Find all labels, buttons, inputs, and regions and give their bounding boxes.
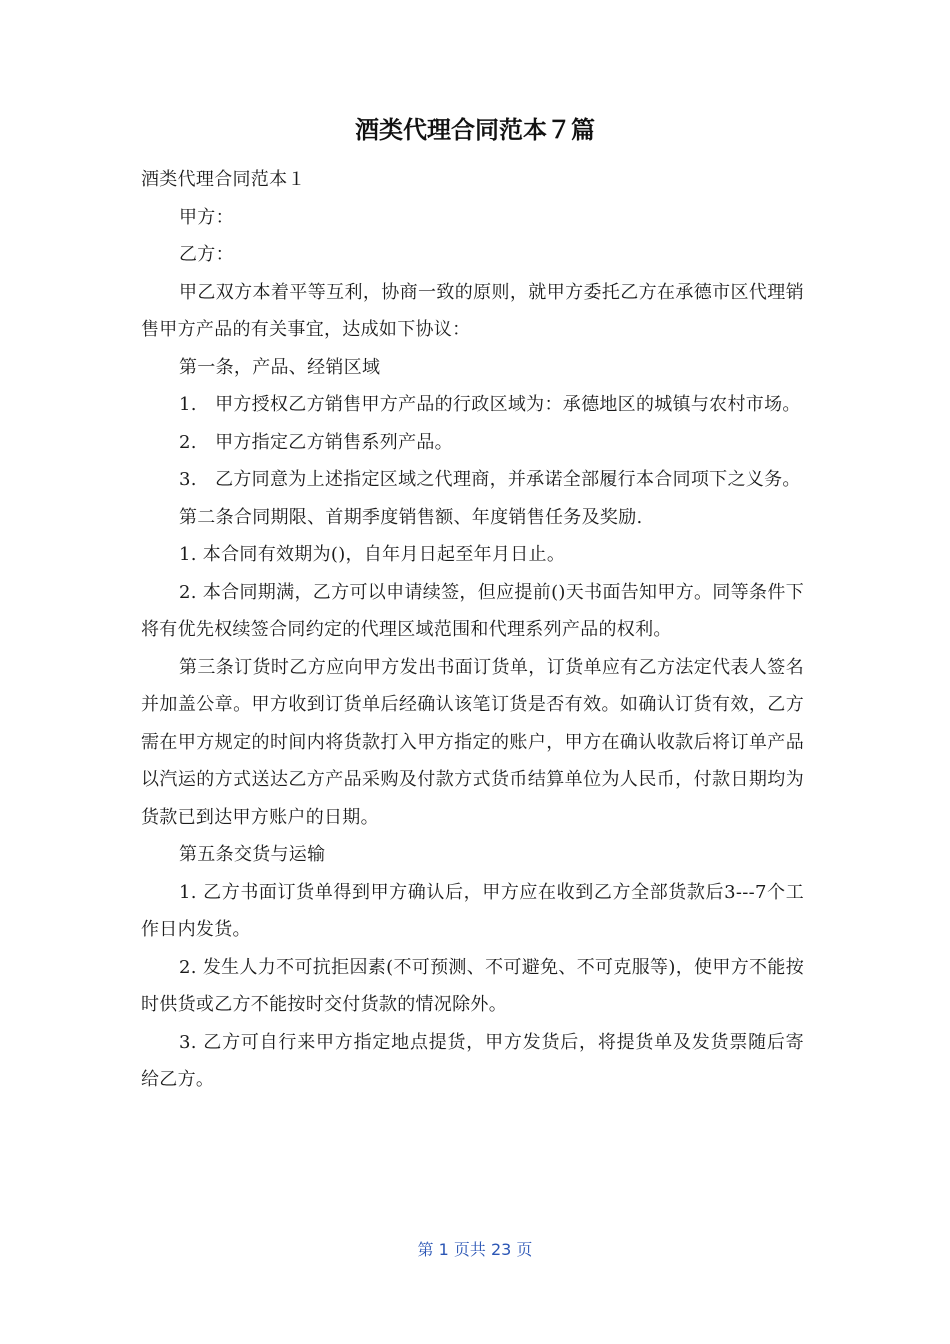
page-number-footer: 第 1 页共 23 页 xyxy=(417,1240,533,1259)
article-1-item-1: 1. 甲方授权乙方销售甲方产品的行政区域为：承德地区的城镇与农村市场。 xyxy=(179,394,801,415)
article-5-item-3: 3. 乙方可自行来甲方指定地点提货，甲方发货后，将提货单及发货票随后寄给乙方。 xyxy=(141,1031,804,1090)
article-1-heading: 第一条，产品、经销区域 xyxy=(179,356,381,378)
article-5-heading: 第五条交货与运输 xyxy=(179,844,326,865)
article-2-item-2: 2. 本合同期满，乙方可以申请续签，但应提前()天书面告知甲方。同等条件下将有优先权续签合同约定的代理区域范围和代理系列产品的权利。 xyxy=(141,581,804,640)
party-b-line: 乙方： xyxy=(179,244,234,265)
article-1-item-2: 2. 甲方指定乙方销售系列产品。 xyxy=(179,431,453,453)
section-heading: 酒类代理合同范本１ xyxy=(141,169,306,190)
article-1-item-3: 3. 乙方同意为上述指定区域之代理商，并承诺全部履行本合同项下之义务。 xyxy=(179,469,801,490)
document-body xyxy=(141,161,804,1099)
preamble-paragraph: 甲乙双方本着平等互利，协商一致的原则，就甲方委托乙方在承德市区代理销售甲方产品的有关事宜，达成如下协议： xyxy=(141,281,804,340)
article-2-heading: 第二条合同期限、首期季度销售额、年度销售任务及奖励. xyxy=(179,506,643,528)
document-title: 酒类代理合同范本７篇 xyxy=(355,116,595,144)
article-3-paragraph: 第三条订货时乙方应向甲方发出书面订货单，订货单应有乙方法定代表人签名并加盖公章。甲方收到订货单后经确认该笔订货是否有效。如确认订货有效，乙方需在甲方规定的时间内将货款打入甲方指定的账户，甲方在确认收款后将订单产品以汽运的方式送达乙方产品采购及付款方式货币结算单位为人民币，付款日期均为货款已到达甲方账户的日期。 xyxy=(141,656,804,828)
article-2-item-1: 1. 本合同有效期为()，自年月日起至年月日止。 xyxy=(179,544,566,565)
article-5-item-1: 1. 乙方书面订货单得到甲方确认后，甲方应在收到乙方全部货款后3---7个工作日内发货。 xyxy=(141,881,804,940)
party-a-line: 甲方： xyxy=(179,206,234,228)
article-5-item-2: 2. 发生人力不可抗拒因素(不可预测、不可避免、不可克服等)，使甲方不能按时供货或乙方不能按时交付货款的情况除外。 xyxy=(141,956,804,1015)
